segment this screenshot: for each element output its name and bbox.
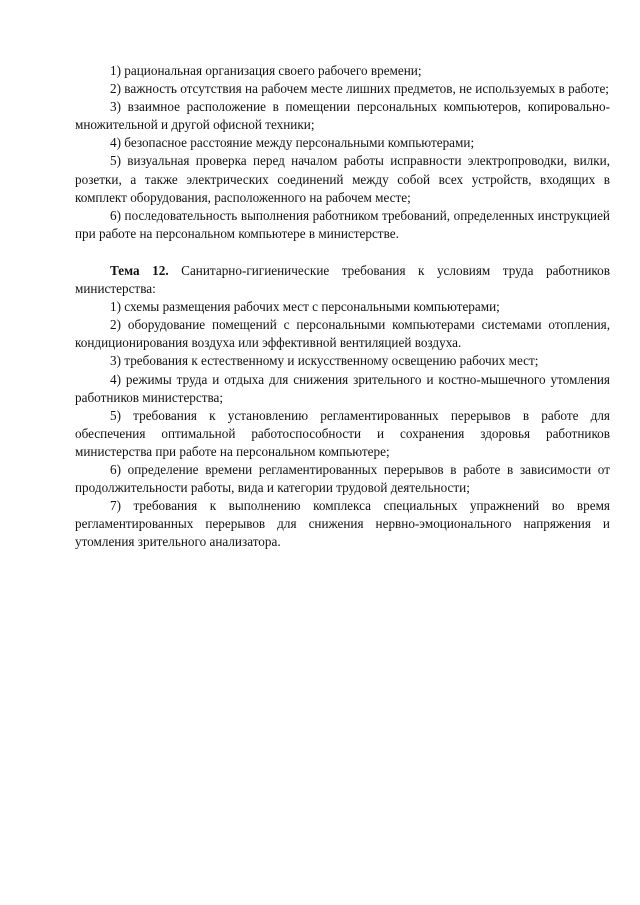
topic-list-item: 6) определение времени регламентированных перерывов в работе в зависимости от продолжительности работы, вида и категории трудовой деятельности;	[75, 461, 610, 496]
topic-heading	[75, 262, 610, 298]
list-item: 2) важность отсутствия на рабочем месте лишних предметов, не используемых в работе;	[110, 81, 609, 97]
list-item: 4) безопасное расстояние между персональными компьютерами;	[110, 135, 475, 151]
topic-list-item: 1) схемы размещения рабочих мест с персональными компьютерами;	[110, 299, 500, 315]
section-spacer	[75, 243, 610, 262]
document-body	[75, 62, 610, 551]
list-item: 5) визуальная проверка перед началом работы исправности электропроводки, вилки, розетки, а также электрических соединений между собой всех устройств, входящих в комплект оборудования, расположенного на рабочем месте;	[75, 153, 610, 205]
topic-label: Тема 12.	[110, 262, 169, 278]
topic-list-item: 2) оборудование помещений с персональными компьютерами системами отопления, кондиционирования воздуха или эффективной вентиляцией воздуха.	[75, 317, 610, 351]
topic-list-item: 5) требования к установлению регламентированных перерывов в работе для обеспечения оптимальной работоспособности и сохранения здоровья работников министерства при работе на персональном компьютере;	[75, 407, 610, 459]
topic-list-item: 4) режимы труда и отдыха для снижения зрительного и костно-мышечного утомления работников министерства;	[75, 371, 610, 405]
list-item: 6) последовательность выполнения работником требований, определенных инструкцией при работе на персональном компьютере в министерстве.	[75, 207, 610, 241]
topic-title: Санитарно-гигиенические требования к условиям труда работников министерства:	[75, 262, 610, 297]
list-item: 3) взаимное расположение в помещении персональных компьютеров, копировально-множительной и другой офисной техники;	[75, 99, 610, 133]
topic-list-item: 7) требования к выполнению комплекса специальных упражнений во время регламентированных перерывов для снижения нервно-эмоционального напряжения и утомления зрительного анализатора.	[75, 498, 610, 550]
list-item: 1) рациональная организация своего рабочего времени;	[110, 63, 422, 78]
topic-list-item: 3) требования к естественному и искусственному освещению рабочих мест;	[110, 353, 539, 369]
